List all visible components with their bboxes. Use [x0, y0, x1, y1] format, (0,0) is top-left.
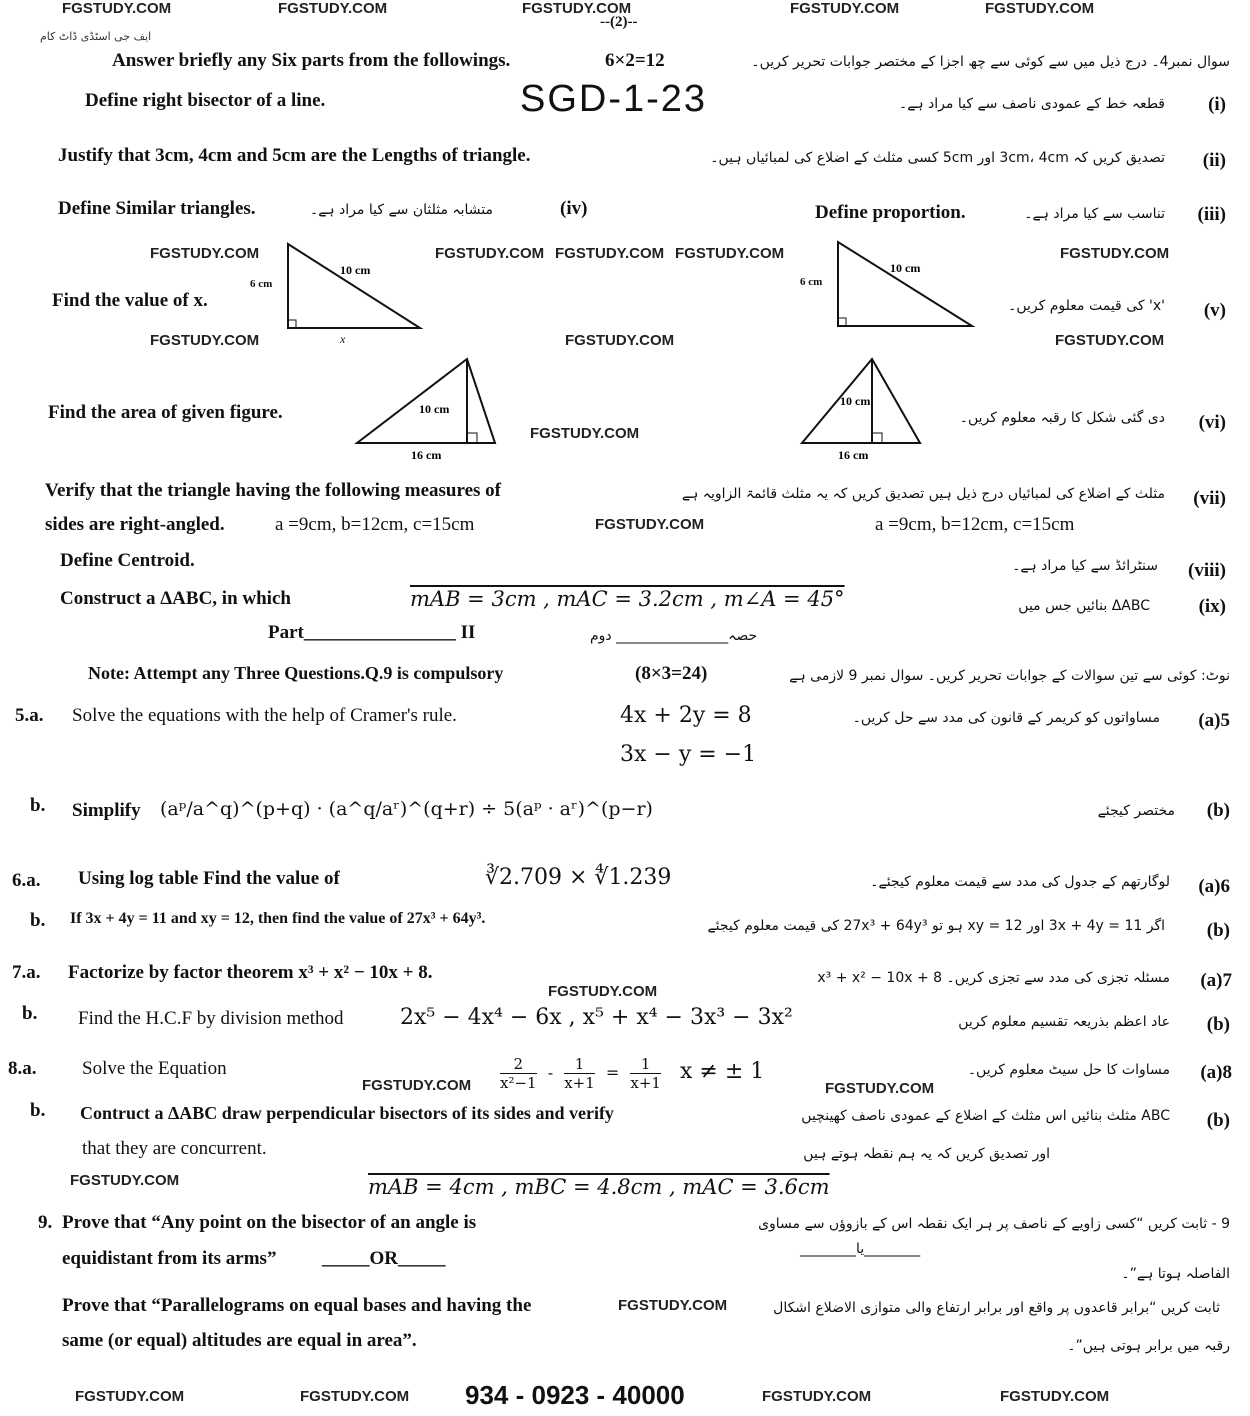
part-label: (i)	[1208, 94, 1226, 115]
watermark-urdu: ایف جی اسٹڈی ڈاٹ کام	[40, 30, 152, 43]
q8b-text-line2: that they are concurrent.	[82, 1138, 267, 1159]
triangle-figure	[355, 355, 505, 465]
watermark: FGSTUDY.COM	[985, 0, 1095, 17]
watermark: FGSTUDY.COM	[362, 1077, 472, 1094]
q6b-number: b.	[30, 910, 46, 931]
handwritten-code: SGD-1-23	[520, 78, 708, 120]
numerator: 1	[630, 1055, 661, 1074]
q5b-urdu: مختصر کیجئے	[1097, 803, 1175, 819]
or-divider-urdu: ________یا________	[800, 1241, 921, 1257]
q4-instruction-urdu: سوال نمبر4۔ درج ذیل میں سے کوئی سے چھ اجزا کے مختصر جوابات تحریر کریں۔	[751, 54, 1230, 70]
q9-urdu-line2: الفاصلہ ہوتا ہے”۔	[1121, 1266, 1230, 1282]
q5a-number: 5.a.	[15, 705, 44, 726]
q4-part-vii-line2: sides are right-angled.	[45, 514, 225, 535]
base-label: 16 cm	[838, 448, 869, 462]
q8b-urdu-line2: اور تصدیق کریں کہ یہ ہم نقطہ ہوتے ہیں	[803, 1146, 1050, 1162]
base-label: x	[340, 332, 346, 346]
question-label: (a)7	[1200, 970, 1232, 991]
watermark: FGSTUDY.COM	[595, 516, 705, 533]
watermark: FGSTUDY.COM	[530, 425, 640, 442]
or-divider: _____OR_____	[322, 1248, 446, 1269]
part-label: (v)	[1203, 300, 1226, 321]
height-label: 10 cm	[419, 402, 450, 416]
q9-text-line1: Prove that “Any point on the bisector of an angle is	[62, 1212, 477, 1233]
q5b-text: Simplify	[72, 800, 141, 821]
q7a-text: Factorize by factor theorem x³ + x² − 10x + 8.	[68, 962, 433, 983]
q4-part-iv-urdu: متشابہ مثلثان سے کیا مراد ہے۔	[310, 202, 494, 218]
watermark: FGSTUDY.COM	[565, 332, 675, 349]
question-label: (b)	[1206, 1014, 1230, 1035]
q4-part-ix-math: mAB = 3cm , mAC = 3.2cm , m∠A = 45°	[410, 587, 845, 611]
q4-part-ix-urdu: ΔABC بنائیں جس میں	[1018, 598, 1150, 614]
q4-part-iv: Define Similar triangles.	[58, 198, 256, 219]
q4-part-vii-values-urdu: a =9cm, b=12cm, c=15cm	[875, 514, 1075, 535]
q7a-number: 7.a.	[12, 962, 41, 983]
height-label: 10 cm	[840, 394, 871, 408]
footer-watermark: FGSTUDY.COM	[300, 1388, 410, 1405]
watermark: FGSTUDY.COM	[790, 0, 900, 17]
q9-number: 9.	[38, 1212, 53, 1233]
question-label: (b)	[1206, 800, 1230, 821]
q9-alt-urdu-line2: رقبہ میں برابر ہوتی ہیں”۔	[1067, 1338, 1230, 1354]
q8b-number: b.	[30, 1100, 46, 1121]
denominator: x+1	[564, 1074, 595, 1092]
question-label: (b)	[1206, 1110, 1230, 1131]
watermark: FGSTUDY.COM	[1055, 332, 1165, 349]
q4-part-iii-urdu: تناسب سے کیا مراد ہے۔	[1024, 206, 1165, 222]
q7b-expression: 2x⁵ − 4x⁴ − 6x , x⁵ + x⁴ − 3x³ − 3x²	[400, 1005, 793, 1030]
part-ii-note: Note: Attempt any Three Questions.Q.9 is compulsory	[88, 663, 504, 683]
fraction	[564, 1055, 595, 1092]
watermark: FGSTUDY.COM	[548, 983, 658, 1000]
q8b-urdu-line1: ABC مثلث بنائیں اس مثلث کے اضلاع کے عمودی ناصف کھینچیں	[801, 1108, 1170, 1124]
q4-part-iii: Define proportion.	[815, 202, 966, 223]
q8a-text: Solve the Equation	[82, 1058, 227, 1079]
fraction	[500, 1055, 537, 1092]
watermark: FGSTUDY.COM	[555, 245, 665, 262]
part-label: (iii)	[1197, 204, 1226, 225]
right-triangle-figure	[280, 240, 430, 335]
q4-part-vii-values: a =9cm, b=12cm, c=15cm	[275, 514, 475, 535]
watermark: FGSTUDY.COM	[62, 0, 172, 17]
part-label: (vi)	[1198, 412, 1226, 433]
q4-part-vii-urdu: مثلث کے اضلاع کی لمبائیاں درج ذیل ہیں تصدیق کریں کہ یہ مثلث قائمۃ الزاویہ ہے	[681, 486, 1165, 502]
page-number: --(2)--	[600, 14, 638, 30]
q4-part-vi-urdu: دی گئی شکل کا رقبہ معلوم کریں۔	[959, 410, 1165, 426]
q6b-urdu: اگر 3x + 4y = 11 اور xy = 12 ہو تو 27x³ + 64y³ کی قیمت معلوم کیجئے	[707, 918, 1165, 934]
q8a-equation: $\frac{2}{\text{x²−1}}$ - $\frac{1}{x+1}$ = $\frac{1}{x+1}$ x ≠ ± 1	[500, 1055, 765, 1092]
q9-alt-line1: Prove that “Parallelograms on equal bases and having the	[62, 1295, 532, 1316]
hypotenuse-label: 10 cm	[340, 263, 371, 277]
q4-instruction: Answer briefly any Six parts from the followings.	[112, 50, 511, 71]
question-label: (a)5	[1198, 710, 1230, 731]
q7b-text: Find the H.C.F by division method	[78, 1008, 344, 1029]
question-label: (a)8	[1200, 1062, 1232, 1083]
denominator: x+1	[630, 1074, 661, 1092]
q8a-number: 8.a.	[8, 1058, 37, 1079]
part-ii-title: Part________________ II	[268, 622, 476, 643]
q4-part-v-urdu: 'x' کی قیمت معلوم کریں۔	[1008, 298, 1165, 314]
numerator: 1	[564, 1055, 595, 1074]
part-ii-note-urdu	[789, 668, 1230, 684]
watermark: FGSTUDY.COM	[1060, 245, 1170, 262]
q5b-expression: (aᵖ/a^q)^(p+q) · (a^q/aʳ)^(q+r) ÷ 5(aᵖ · aʳ)^(p−r)	[160, 798, 653, 820]
right-triangle-figure	[832, 238, 982, 333]
note-urdu-text: نوٹ: کوئی سے تین سوالات کے جوابات تحریر کریں۔ سوال نمبر 9 لازمی ہے	[789, 668, 1230, 684]
base-label: 16 cm	[411, 448, 442, 462]
q7b-urdu: عاد اعظم بذریعہ تقسیم معلوم کریں	[958, 1014, 1170, 1030]
q7b-number: b.	[22, 1003, 38, 1024]
q4-part-i: Define right bisector of a line.	[85, 90, 326, 111]
side-label: 6 cm	[250, 278, 273, 290]
side-label: 6 cm	[800, 276, 823, 288]
question-label: (a)6	[1198, 876, 1230, 897]
footer-watermark: FGSTUDY.COM	[75, 1388, 185, 1405]
q6a-number: 6.a.	[12, 870, 41, 891]
part-ii-marks: (8×3=24)	[635, 663, 708, 684]
part-label: (vii)	[1193, 488, 1226, 509]
part-label: (viii)	[1188, 560, 1226, 581]
watermark: FGSTUDY.COM	[675, 245, 785, 262]
q6a-text: Using log table Find the value of	[78, 868, 340, 889]
part-ii-title-urdu: حصہ________________ دوم	[590, 628, 758, 644]
q5a-urdu: مساواتوں کو کریمر کے قانون کی مدد سے حل کریں۔	[852, 710, 1160, 726]
denominator: x²−1	[500, 1074, 537, 1092]
fraction	[630, 1055, 661, 1092]
q6a-expression: ∛2.709 × ∜1.239	[485, 865, 672, 890]
watermark: FGSTUDY.COM	[522, 0, 632, 17]
part-label: (ii)	[1202, 150, 1226, 171]
q8b-measurements: mAB = 4cm , mBC = 4.8cm , mAC = 3.6cm	[368, 1175, 830, 1199]
watermark: FGSTUDY.COM	[278, 0, 388, 17]
watermark: FGSTUDY.COM	[825, 1080, 935, 1097]
q4-part-ii-urdu: تصدیق کریں کہ 3cm، 4cm اور 5cm کسی مثلث کے اضلاع کی لمبائیاں ہیں۔	[710, 150, 1165, 166]
watermark: FGSTUDY.COM	[150, 332, 260, 349]
footer-watermark: FGSTUDY.COM	[1000, 1388, 1110, 1405]
q9-urdu-line1: 9 - ثابت کریں “کسی زاویے کے ناصف پر ہر ایک نقطہ اس کے بازوؤں سے مساوی	[758, 1216, 1230, 1232]
q4-part-ii: Justify that 3cm, 4cm and 5cm are the Lengths of triangle.	[58, 145, 531, 166]
q4-part-vi: Find the area of given figure.	[48, 402, 283, 423]
watermark: FGSTUDY.COM	[618, 1297, 728, 1314]
q6b-text: If 3x + 4y = 11 and xy = 12, then find the value of 27x³ + 64y³.	[70, 910, 486, 927]
q4-marks: 6×2=12	[605, 50, 665, 71]
q8b-text-line1: Contruct a ΔABC draw perpendicular bisectors of its sides and verify	[80, 1103, 614, 1123]
q9-alt-line2: same (or equal) altitudes are equal in area”.	[62, 1330, 417, 1351]
q4-part-viii-urdu: سنٹرائڈ سے کیا مراد ہے۔	[1012, 558, 1158, 574]
q5a-equation-1: 4x + 2y = 8	[620, 703, 752, 728]
q6a-urdu: لوگارتھم کے جدول کی مدد سے قیمت معلوم کیجئے۔	[870, 874, 1170, 890]
q7a-urdu: مسئلہ تجزی کی مدد سے تجزی کریں۔ x³ + x² − 10x + 8	[817, 970, 1170, 986]
question-label: (b)	[1206, 920, 1230, 941]
q9-alt-urdu-line1: ثابت کریں “برابر قاعدوں پر واقع اور برابر ارتفاع والی متوازی الاضلاع اشکال	[773, 1300, 1220, 1316]
triangle-figure	[800, 355, 950, 465]
watermark: FGSTUDY.COM	[150, 245, 260, 262]
part-label: (iv)	[560, 198, 588, 219]
numerator: 2	[500, 1055, 537, 1074]
q5a-equation-2: 3x − y = −1	[620, 742, 757, 767]
footer-phone: 934 - 0923 - 40000	[465, 1380, 685, 1410]
watermark: FGSTUDY.COM	[70, 1172, 180, 1189]
q4-part-i-urdu: قطعہ خط کے عمودی ناصف سے کیا مراد ہے۔	[898, 96, 1165, 112]
q4-part-viii: Define Centroid.	[60, 550, 195, 571]
q4-part-vii-line1: Verify that the triangle having the following measures of	[45, 480, 501, 501]
footer-watermark: FGSTUDY.COM	[762, 1388, 872, 1405]
q5a-text: Solve the equations with the help of Cramer's rule.	[72, 705, 457, 726]
q4-part-v: Find the value of x.	[52, 290, 208, 311]
q8a-urdu: مساوات کا حل سیٹ معلوم کریں۔	[967, 1062, 1170, 1078]
q4-part-ix: Construct a ΔABC, in which	[60, 588, 291, 609]
hypotenuse-label: 10 cm	[890, 261, 921, 275]
q5b-number: b.	[30, 795, 46, 816]
watermark: FGSTUDY.COM	[435, 245, 545, 262]
part-label: (ix)	[1198, 596, 1226, 617]
q9-text-line2: equidistant from its arms”	[62, 1248, 277, 1269]
condition: x ≠ ± 1	[680, 1059, 765, 1084]
